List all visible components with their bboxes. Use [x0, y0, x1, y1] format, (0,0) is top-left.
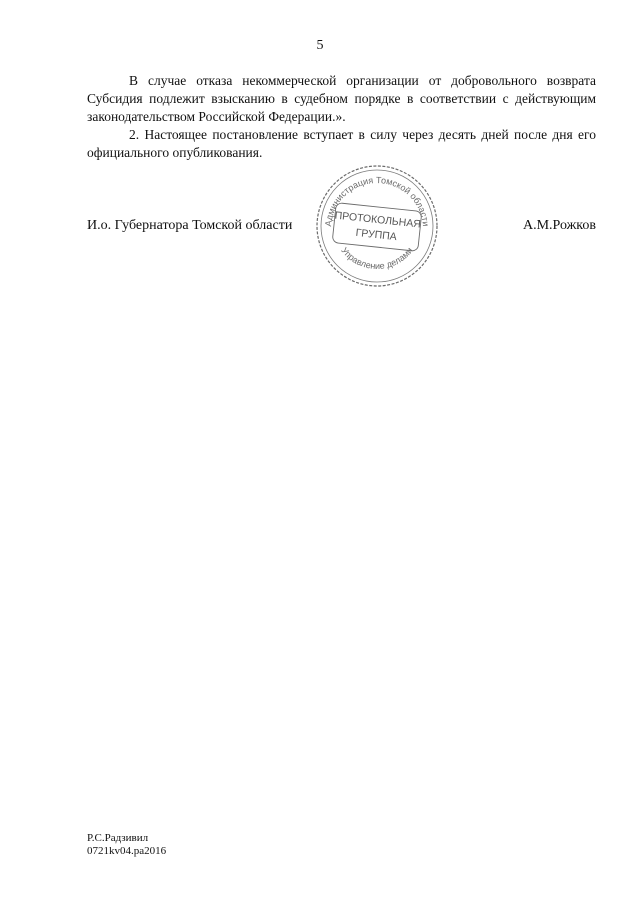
stamp-inner-line-1: ПРОТОКОЛЬНАЯ	[334, 209, 422, 231]
footer-doc-code: 0721kv04.pa2016	[87, 845, 167, 857]
body-text	[87, 72, 596, 162]
footer-author: Р.С.Радзивил	[87, 832, 149, 844]
stamp-seal	[314, 163, 440, 289]
stamp-inner-line-2: ГРУППА	[355, 226, 398, 244]
paragraph-2: 2. Настоящее постановление вступает в силу через десять дней после дня его официального опубликования.	[87, 127, 596, 160]
page-number: 5	[316, 38, 324, 53]
signature-name: А.М.Рожков	[522, 218, 596, 233]
signature-title: И.о. Губернатора Томской области	[87, 218, 293, 233]
stamp-bottom-text: Управление делами	[339, 245, 415, 272]
paragraph-1: В случае отказа некоммерческой организации от добровольного возврата Субсидия подлежит взысканию в судебном порядке в соответствии с действующим законодательством Российской Федерации.».	[87, 73, 596, 124]
stamp-top-text: Администрация Томской области	[323, 174, 431, 227]
footer	[87, 832, 166, 858]
